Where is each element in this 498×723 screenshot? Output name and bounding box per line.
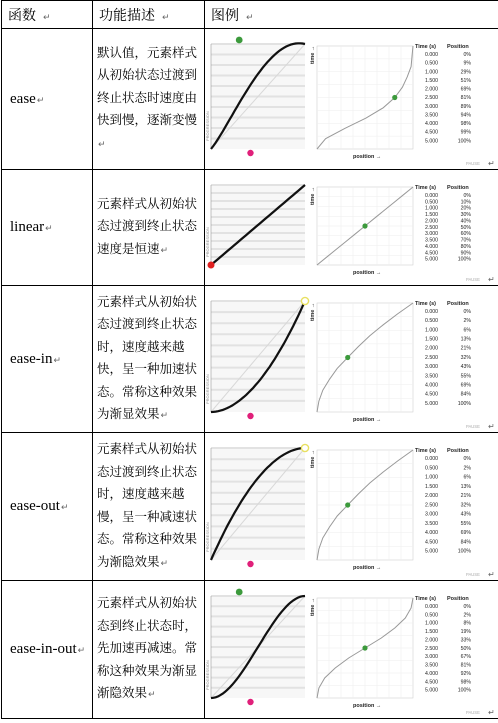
function-name-cell — [2, 286, 93, 433]
position-value: 70% — [460, 237, 471, 244]
description-cell — [93, 29, 205, 170]
time-value: 4.000 — [425, 529, 438, 536]
time-value: 0.500 — [425, 611, 438, 618]
position-value: 69% — [460, 86, 471, 93]
position-value: 55% — [460, 520, 471, 527]
time-column-header: Time (s) — [415, 43, 436, 50]
pause-label: PAUSE — [466, 276, 480, 282]
position-value: 89% — [460, 103, 471, 110]
position-value: 0% — [463, 603, 471, 610]
paragraph-mark-icon: ↵ — [488, 158, 495, 168]
time-value: 0.500 — [425, 317, 438, 324]
current-position-marker-icon — [392, 94, 397, 99]
paragraph-mark-icon: ↵ — [488, 569, 495, 579]
position-value: 40% — [460, 217, 471, 224]
time-axis-label: time → — [310, 597, 316, 616]
paragraph-mark-icon: ↵ — [36, 94, 45, 105]
time-value: 3.500 — [425, 520, 438, 527]
position-value: 80% — [460, 243, 471, 250]
time-value: 2.500 — [425, 501, 438, 508]
time-value: 5.000 — [425, 687, 438, 694]
easing-illustration — [205, 582, 498, 718]
easing-illustration — [205, 171, 498, 285]
position-value: 43% — [460, 363, 471, 370]
time-value: 2.500 — [425, 94, 438, 101]
position-value: 0% — [463, 192, 471, 199]
time-value: 1.000 — [425, 620, 438, 627]
current-position-marker-icon — [362, 223, 367, 228]
pause-label: PAUSE — [466, 423, 480, 429]
end-handle-icon — [301, 444, 308, 451]
paragraph-mark-icon: ↵ — [148, 690, 156, 701]
time-value: 0.000 — [425, 455, 438, 462]
function-name: ease-in-out — [10, 641, 77, 657]
position-value: 60% — [460, 230, 471, 237]
time-value: 4.500 — [425, 538, 438, 545]
progression-axis-label: PROGRESSION — [205, 110, 210, 141]
row-ease-in — [2, 286, 498, 433]
position-value: 8% — [463, 620, 471, 627]
position-value: 21% — [460, 345, 471, 352]
paragraph-mark-icon: ↵ — [488, 707, 495, 717]
time-value: 2.000 — [425, 217, 438, 224]
time-value: 4.500 — [425, 249, 438, 256]
start-handle-icon — [247, 560, 253, 566]
position-value: 99% — [460, 129, 471, 136]
time-value: 5.000 — [425, 548, 438, 555]
pause-label: PAUSE — [466, 571, 480, 577]
paragraph-mark-icon: ↵ — [60, 502, 69, 512]
position-value: 9% — [463, 60, 471, 67]
time-value: 1.500 — [425, 211, 438, 218]
position-value: 2% — [463, 464, 471, 471]
function-name: ease-out — [10, 498, 60, 514]
position-value: 6% — [463, 326, 471, 333]
illustration-cell — [205, 29, 498, 170]
timing-function-table — [1, 0, 498, 719]
position-column-header: Position — [447, 447, 469, 454]
position-value: 81% — [460, 94, 471, 101]
pause-label: PAUSE — [466, 160, 480, 166]
position-value: 2% — [463, 317, 471, 324]
position-value: 13% — [460, 483, 471, 490]
time-value: 2.500 — [425, 224, 438, 231]
time-value: 2.500 — [425, 354, 438, 361]
paragraph-mark-icon: ↵ — [160, 245, 169, 256]
position-value: 50% — [460, 224, 471, 231]
paragraph-mark-icon: ↵ — [488, 274, 495, 284]
position-value: 43% — [460, 511, 471, 518]
progression-axis-label: PROGRESSION — [205, 373, 210, 404]
pause-label: PAUSE — [466, 709, 480, 715]
position-value: 100% — [457, 687, 471, 694]
time-value: 4.000 — [425, 120, 438, 127]
time-axis-label: time → — [310, 45, 316, 64]
position-value: 100% — [457, 548, 471, 555]
easing-illustration — [205, 434, 498, 580]
time-value: 4.500 — [425, 391, 438, 398]
start-handle-icon — [247, 698, 253, 704]
row-ease — [2, 29, 498, 170]
time-value: 5.000 — [425, 256, 438, 263]
position-axis-label: position → — [353, 269, 382, 276]
illustration-cell — [205, 170, 498, 286]
paragraph-mark-icon: ↵ — [98, 139, 106, 150]
header-description — [93, 1, 205, 29]
start-handle-icon — [247, 149, 253, 155]
position-column-header: Position — [447, 595, 469, 602]
header-illustration — [205, 1, 498, 29]
description-cell — [93, 286, 205, 433]
function-description: 元素样式从初始状态到终止状态时，先加速再减速。常称这种效果为渐显渐隐效果 — [97, 595, 198, 701]
position-value: 6% — [463, 474, 471, 481]
start-handle-icon — [208, 261, 215, 268]
position-axis-label: position → — [353, 153, 382, 160]
time-column-header: Time (s) — [415, 184, 436, 191]
time-value: 1.000 — [425, 474, 438, 481]
time-value: 2.000 — [425, 345, 438, 352]
position-column-header: Position — [447, 43, 469, 50]
time-value: 3.000 — [425, 103, 438, 110]
position-value: 100% — [457, 256, 471, 263]
position-value: 92% — [460, 670, 471, 677]
function-name-cell — [2, 170, 93, 286]
paragraph-mark-icon: ↵ — [77, 645, 86, 655]
paragraph-mark-icon: ↵ — [160, 558, 169, 569]
time-column-header: Time (s) — [415, 595, 436, 602]
position-value: 50% — [460, 645, 471, 652]
end-handle-icon — [301, 297, 308, 304]
time-value: 1.500 — [425, 336, 438, 343]
position-value: 67% — [460, 653, 471, 660]
position-value: 98% — [460, 678, 471, 685]
position-value: 0% — [463, 455, 471, 462]
end-handle-icon — [236, 36, 243, 43]
row-ease-out — [2, 433, 498, 581]
position-value: 13% — [460, 336, 471, 343]
time-value: 5.000 — [425, 400, 438, 407]
time-column-header: Time (s) — [415, 447, 436, 454]
time-value: 2.000 — [425, 86, 438, 93]
description-cell — [93, 433, 205, 581]
row-linear — [2, 170, 498, 286]
time-value: 3.000 — [425, 230, 438, 237]
time-value: 0.000 — [425, 192, 438, 199]
start-handle-icon — [247, 412, 253, 418]
time-axis-label: time → — [310, 449, 316, 468]
position-axis-label: position → — [353, 416, 382, 423]
function-name-cell — [2, 433, 93, 581]
easing-illustration — [205, 287, 498, 432]
current-position-marker-icon — [345, 354, 350, 359]
time-value: 4.000 — [425, 670, 438, 677]
time-value: 3.500 — [425, 372, 438, 379]
paragraph-mark-icon: ↵ — [160, 411, 169, 421]
position-value: 0% — [463, 308, 471, 315]
time-value: 3.500 — [425, 237, 438, 244]
time-value: 0.500 — [425, 60, 438, 67]
header-function-label: 函数 — [8, 7, 36, 24]
time-value: 1.000 — [425, 326, 438, 333]
position-value: 32% — [460, 501, 471, 508]
position-value: 69% — [460, 529, 471, 536]
position-value: 84% — [460, 391, 471, 398]
position-axis-label: position → — [353, 564, 382, 571]
row-ease-in-out — [2, 581, 498, 719]
time-value: 1.500 — [425, 628, 438, 635]
time-value: 3.500 — [425, 111, 438, 118]
function-description: 默认值，元素样式从初始状态过渡到终止状态时速度由快到慢，逐渐变慢 — [97, 44, 198, 128]
progression-axis-label: PROGRESSION — [205, 659, 210, 690]
position-value: 98% — [460, 120, 471, 127]
time-value: 0.000 — [425, 603, 438, 610]
header-illustration-label: 图例 — [211, 7, 239, 24]
time-value: 0.500 — [425, 464, 438, 471]
time-value: 1.500 — [425, 483, 438, 490]
paragraph-mark-icon: ↵ — [43, 12, 51, 23]
time-value: 3.000 — [425, 363, 438, 370]
position-column-header: Position — [447, 300, 469, 307]
function-name: linear — [10, 219, 45, 235]
header-row — [2, 1, 498, 29]
position-value: 90% — [460, 249, 471, 256]
position-column-header: Position — [447, 184, 469, 191]
time-value: 2.000 — [425, 492, 438, 499]
time-axis-label: time → — [310, 302, 316, 321]
illustration-cell — [205, 433, 498, 581]
position-axis-label: position → — [353, 702, 382, 709]
paragraph-mark-icon: ↵ — [45, 223, 53, 233]
paragraph-mark-icon: ↵ — [162, 12, 170, 23]
time-value: 4.000 — [425, 243, 438, 250]
position-value: 55% — [460, 372, 471, 379]
end-handle-icon — [236, 588, 243, 595]
function-name: ease — [10, 90, 36, 107]
position-value: 2% — [463, 611, 471, 618]
header-description-label: 功能描述 — [99, 7, 155, 24]
header-function — [2, 1, 93, 29]
position-value: 94% — [460, 111, 471, 118]
position-value: 30% — [460, 211, 471, 218]
position-value: 0% — [463, 51, 471, 58]
progression-axis-label: PROGRESSION — [205, 226, 210, 257]
position-value: 84% — [460, 538, 471, 545]
description-cell — [93, 170, 205, 286]
illustration-cell — [205, 286, 498, 433]
current-position-marker-icon — [362, 645, 367, 650]
position-value: 20% — [460, 205, 471, 212]
paragraph-mark-icon: ↵ — [246, 12, 254, 23]
time-value: 3.000 — [425, 653, 438, 660]
position-value: 81% — [460, 662, 471, 669]
time-value: 3.000 — [425, 511, 438, 518]
time-value: 4.500 — [425, 129, 438, 136]
time-value: 0.500 — [425, 198, 438, 205]
position-value: 32% — [460, 354, 471, 361]
function-description: 元素样式从初始状态过渡到终止状态速度是恒速 — [97, 195, 198, 256]
easing-illustration — [205, 30, 498, 169]
position-value: 100% — [457, 400, 471, 407]
time-value: 4.500 — [425, 678, 438, 685]
time-value: 2.500 — [425, 645, 438, 652]
position-value: 100% — [457, 137, 471, 144]
position-value: 19% — [460, 628, 471, 635]
illustration-cell — [205, 581, 498, 719]
function-name: ease-in — [10, 350, 53, 367]
function-description: 元素样式从初始状态过渡到终止状态时，速度越来越慢，呈一种减速状态。常称这种效果为渐隐效果 — [97, 441, 198, 569]
position-value: 69% — [460, 381, 471, 388]
time-value: 3.500 — [425, 662, 438, 669]
time-value: 0.000 — [425, 51, 438, 58]
paragraph-mark-icon: ↵ — [53, 354, 62, 365]
function-description: 元素样式从初始状态过渡到终止状态时，速度越来越快，呈一种加速状态。常称这种效果为渐显效果 — [97, 293, 198, 421]
time-value: 2.000 — [425, 636, 438, 643]
time-value: 1.000 — [425, 205, 438, 212]
position-value: 10% — [460, 198, 471, 205]
description-cell — [93, 581, 205, 719]
time-value: 0.000 — [425, 308, 438, 315]
time-value: 5.000 — [425, 137, 438, 144]
paragraph-mark-icon: ↵ — [488, 421, 495, 431]
position-value: 33% — [460, 636, 471, 643]
function-name-cell — [2, 581, 93, 719]
time-value: 1.000 — [425, 68, 438, 75]
position-value: 29% — [460, 68, 471, 75]
time-value: 4.000 — [425, 381, 438, 388]
time-value: 1.500 — [425, 77, 438, 84]
time-column-header: Time (s) — [415, 300, 436, 307]
progression-axis-label: PROGRESSION — [205, 521, 210, 552]
time-axis-label: time → — [310, 186, 316, 205]
position-value: 51% — [460, 77, 471, 84]
current-position-marker-icon — [345, 502, 350, 507]
position-value: 21% — [460, 492, 471, 499]
function-name-cell — [2, 29, 93, 170]
